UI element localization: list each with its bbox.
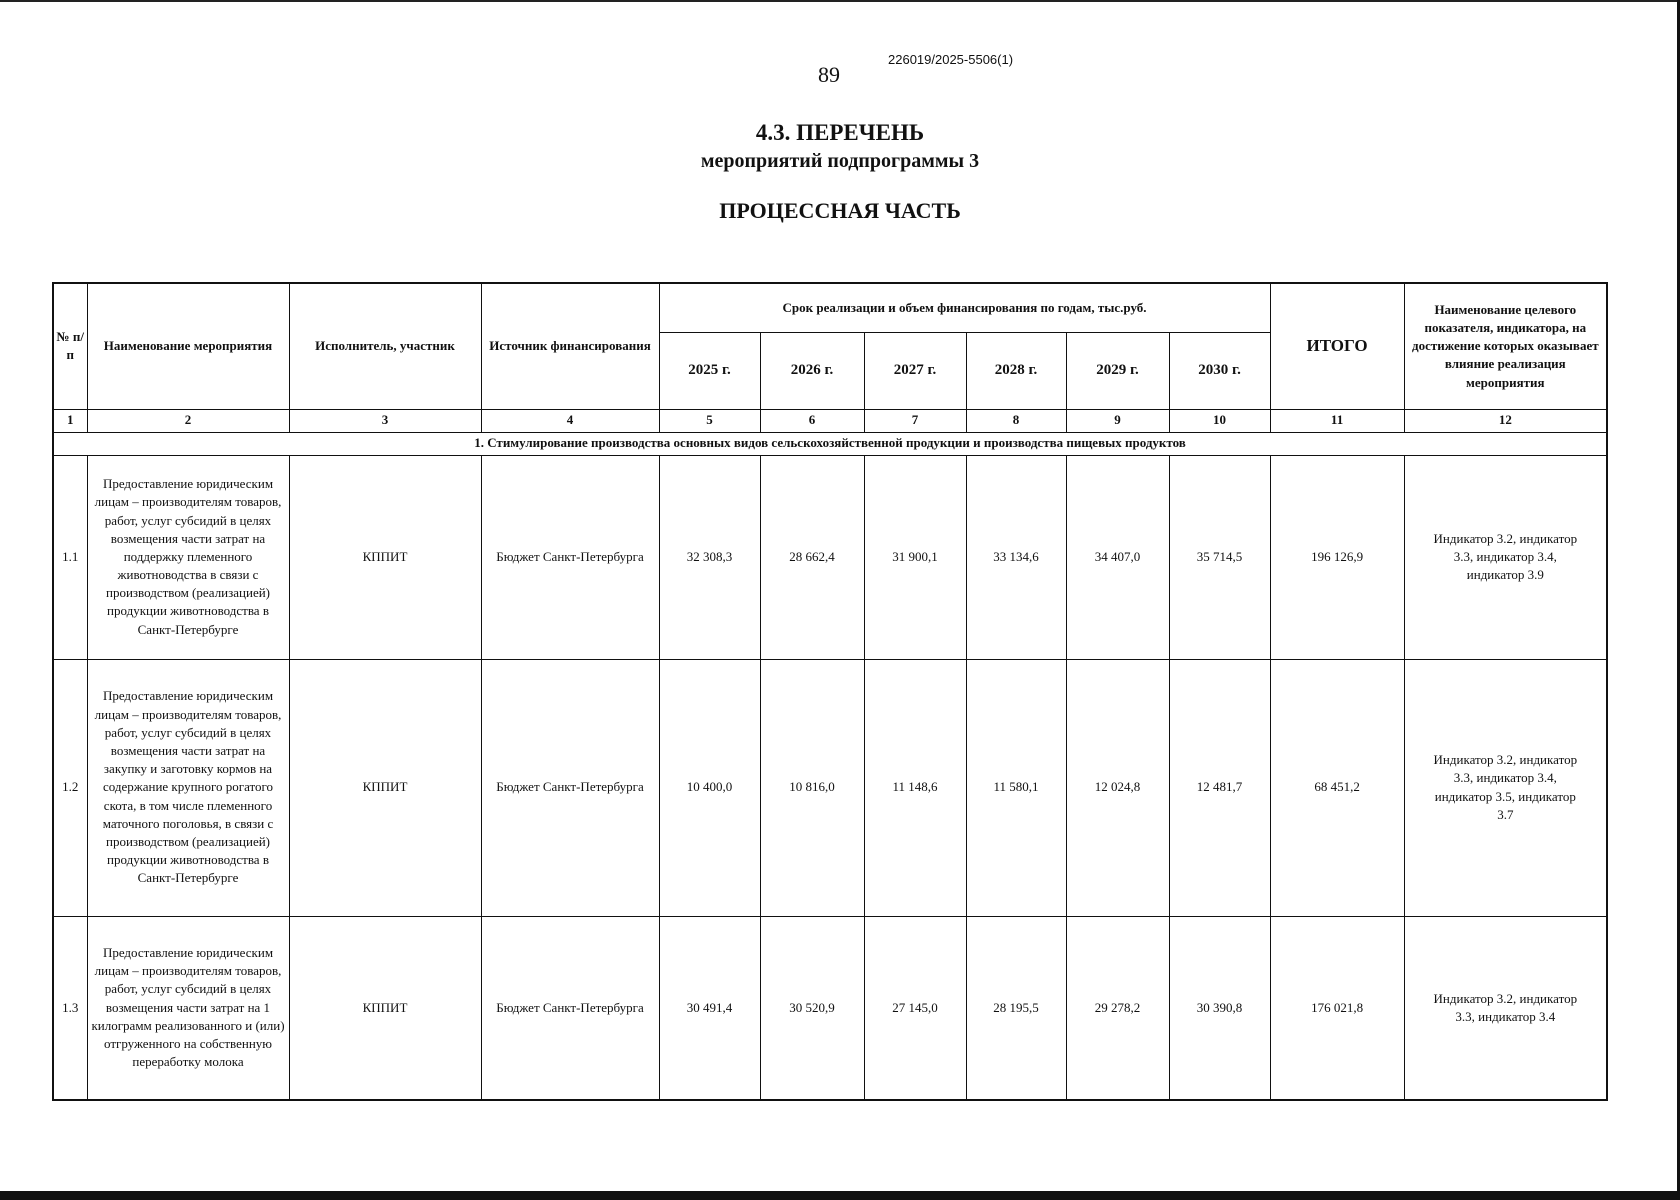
row-activity-name: Предоставление юридическим лицам – производителям товаров, работ, услуг субсидий в целях возмещения части затрат на 1 килограмм реализованного и (или) отгруженного на собственную переработку молока (87, 916, 289, 1100)
row-source: Бюджет Санкт-Петербурга (481, 916, 659, 1100)
column-number: 11 (1270, 409, 1404, 432)
row-value-2029: 34 407,0 (1066, 455, 1169, 659)
row-value-2027: 11 148,6 (864, 659, 966, 916)
row-value-2029: 29 278,2 (1066, 916, 1169, 1100)
row-value-2025: 30 491,4 (659, 916, 760, 1100)
document-code: 226019/2025-5506(1) (888, 52, 1014, 67)
row-value-2030: 30 390,8 (1169, 916, 1270, 1100)
row-num: 1.1 (53, 455, 87, 659)
header-num: № п/п (53, 283, 87, 409)
row-value-2026: 10 816,0 (760, 659, 864, 916)
header-indicator: Наименование целевого показателя, индикатора, на достижение которых оказывает влияние реализация мероприятия (1404, 283, 1607, 409)
page-number: 89 (818, 62, 840, 87)
row-value-2030: 12 481,7 (1169, 659, 1270, 916)
page-top-rule (0, 0, 1680, 2)
header-name: Наименование мероприятия (87, 283, 289, 409)
header-total: ИТОГО (1270, 283, 1404, 409)
row-source: Бюджет Санкт-Петербурга (481, 659, 659, 916)
group-row (53, 432, 1607, 455)
row-value-2026: 28 662,4 (760, 455, 864, 659)
row-value-2026: 30 520,9 (760, 916, 864, 1100)
row-total: 196 126,9 (1270, 455, 1404, 659)
document-title: 4.3. ПЕРЕЧЕНЬ (755, 120, 925, 145)
page-bottom-band (0, 1191, 1680, 1200)
row-value-2028: 33 134,6 (966, 455, 1066, 659)
column-number: 6 (760, 409, 864, 432)
column-number: 4 (481, 409, 659, 432)
row-total: 68 451,2 (1270, 659, 1404, 916)
row-value-2027: 27 145,0 (864, 916, 966, 1100)
header-executor: Исполнитель, участник (289, 283, 481, 409)
row-indicators: Индикатор 3.2, индикатор 3.3, индикатор 3.4, индикатор 3.5, индикатор 3.7 (1404, 659, 1607, 916)
column-number: 12 (1404, 409, 1607, 432)
table-row (53, 659, 1607, 916)
header-year: 2027 г. (864, 332, 966, 409)
row-num: 1.2 (53, 659, 87, 916)
row-value-2025: 10 400,0 (659, 659, 760, 916)
header-year: 2029 г. (1066, 332, 1169, 409)
header-year: 2030 г. (1169, 332, 1270, 409)
table-row (53, 916, 1607, 1100)
column-number: 9 (1066, 409, 1169, 432)
row-value-2029: 12 024,8 (1066, 659, 1169, 916)
row-activity-name: Предоставление юридическим лицам – производителям товаров, работ, услуг субсидий в целях возмещения части затрат на поддержку племенного животноводства в связи с производством (реализацией) продукции животноводства в Санкт-Петербурге (87, 455, 289, 659)
row-value-2028: 28 195,5 (966, 916, 1066, 1100)
header-year: 2028 г. (966, 332, 1066, 409)
row-total: 176 021,8 (1270, 916, 1404, 1100)
column-number: 1 (53, 409, 87, 432)
row-executor: КППИТ (289, 916, 481, 1100)
document-subtitle: мероприятий подпрограммы 3 (700, 150, 980, 172)
column-number: 7 (864, 409, 966, 432)
row-value-2030: 35 714,5 (1169, 455, 1270, 659)
group-title: 1. Стимулирование производства основных видов сельскохозяйственной продукции и производства пищевых продуктов (53, 432, 1607, 455)
row-indicators: Индикатор 3.2, индикатор 3.3, индикатор 3.4, индикатор 3.9 (1404, 455, 1607, 659)
table-row (53, 455, 1607, 659)
row-indicators: Индикатор 3.2, индикатор 3.3, индикатор 3.4 (1404, 916, 1607, 1100)
row-value-2025: 32 308,3 (659, 455, 760, 659)
header-source: Источник финансирования (481, 283, 659, 409)
header-period: Срок реализации и объем финансирования по годам, тыс.руб. (659, 283, 1270, 332)
row-executor: КППИТ (289, 455, 481, 659)
header-year: 2025 г. (659, 332, 760, 409)
row-value-2027: 31 900,1 (864, 455, 966, 659)
activities-table (52, 282, 1608, 1101)
row-executor: КППИТ (289, 659, 481, 916)
row-value-2028: 11 580,1 (966, 659, 1066, 916)
row-num: 1.3 (53, 916, 87, 1100)
column-number: 8 (966, 409, 1066, 432)
column-number: 10 (1169, 409, 1270, 432)
column-number: 5 (659, 409, 760, 432)
column-number: 3 (289, 409, 481, 432)
column-number: 2 (87, 409, 289, 432)
row-activity-name: Предоставление юридическим лицам – производителям товаров, работ, услуг субсидий в целях возмещения части затрат на закупку и заготовку кормов на содержание крупного рогатого скота, в том числе племенного маточного поголовья, в связи с производством (реализацией) продукции животноводства в Санкт-Петербурге (87, 659, 289, 916)
section-title: ПРОЦЕССНАЯ ЧАСТЬ (719, 198, 961, 223)
row-source: Бюджет Санкт-Петербурга (481, 455, 659, 659)
column-number-row (53, 409, 1607, 432)
header-year: 2026 г. (760, 332, 864, 409)
